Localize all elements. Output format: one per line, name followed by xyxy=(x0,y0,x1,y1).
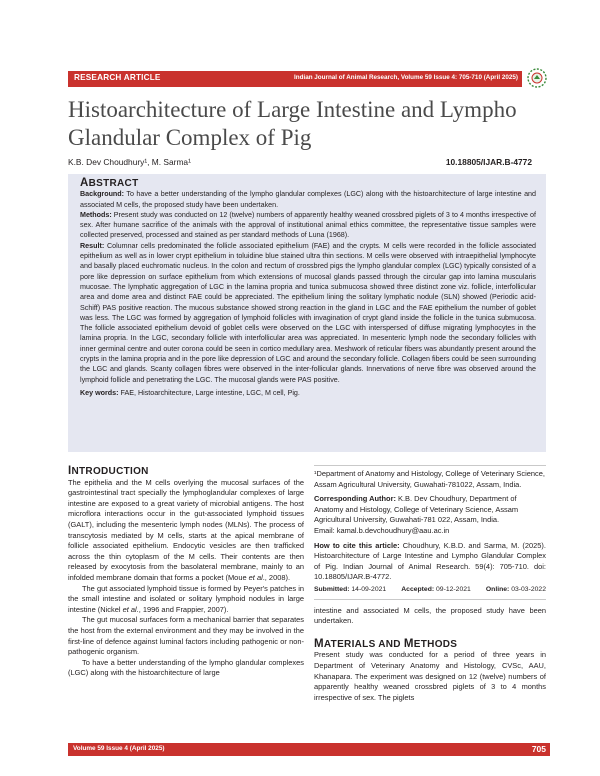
abstract-result: Result: Columnar cells predominated the follicle associated epithelium (FAE) and the crypts. M cells were recorded in the follicle associated epithelium as well as in lower crypt epithelium in toluidine blue stained ultra thin sections. M cells were observed with intraepithelial lymphocyte and basally placed euchromatic nucleus. In the colon and rectum of crossbred pigs the lympho glandular complex (LGC) typically consisted of a pore like depression on surface epithelium from which extensions of mucosal glands passed through the circular gap into lamina muscularis mucosae. The lymphatic aggregation of LGC in the lamina propria and tunica submucosa showed three distinct zone viz. follicle, interfollicular area and dome area and distinct FAE could be appreciated. The epithelium lining the solitary lymphatic nodule (SLN) showed (Periodic acid-Schiff) PAS positive reaction. The mucous substance showed strong reaction in the gland in LGC and the FAE epithelium the number of goblet was less. The LGC was formed by aggregation of lymphoid follicles with invagination of crypt gland inside the follicle in the tunica submucosa. The follicle associated epithelium devoid of goblet cells were observed on the LGC with interspersed of diffuse migrating lymphocytes in the lamina propria. In the LGC, secondary follicle with interfollicular area was appreciated. In mesenteric lymph node the secondary follicles with inner germinal centre and outer corona could be seen in cortico medullary area. Meshwork of reticular fibers was abundantly present around the crypts in the lamina propria and in the pore like depression of LGC and around the secondary follicle. Collagen fibers could be seen surrounding the LGC and glands. Scanty collagen fibres were observed in the inter-follicular glands. Innervations of nerve fibre was observed around the lymphoid follicle and penetrating the LGC. The mucosal glands were PAS positive. xyxy=(80,241,537,384)
intro-paragraph-4: To have a better understanding of the lympho glandular complexes (LGC) along with the histoarchitecture of large xyxy=(68,657,304,678)
right-column xyxy=(314,465,546,703)
journal-logo-icon xyxy=(525,66,549,90)
methods-heading: MATERIALS AND METHODS xyxy=(314,637,458,650)
introduction-heading: INTRODUCTION xyxy=(68,465,149,477)
intro-paragraph-2: The gut associated lymphoid tissue is formed by Peyer's patches in the small intestine and isolated or solitary lymphoid nodules in large intestine (Nickel et al., 1996 and Frappier, 2007). xyxy=(68,583,304,614)
page-footer xyxy=(68,743,550,756)
intro-paragraph-3: The gut mucosal surfaces form a mechanical barrier that separates the host from the external environment and they may be involved in the first-line of defence against luminal factors including pathogenic or non-pathogenic organism. xyxy=(68,615,304,657)
article-dates xyxy=(314,585,546,596)
doi[interactable]: 10.18805/IJAR.B-4772 xyxy=(445,157,532,167)
authors: K.B. Dev Choudhury¹, M. Sarma¹ xyxy=(68,157,191,167)
accepted-date: Accepted: 09-12-2021 xyxy=(401,585,471,593)
article-type: RESEARCH ARTICLE xyxy=(74,73,161,82)
page-number: 705 xyxy=(531,744,546,754)
journal-header-bar xyxy=(68,71,522,87)
article-title: Histoarchitecture of Large Intestine and Lympho Glandular Complex of Pig xyxy=(68,97,517,150)
online-date: Online: 03-03-2022 xyxy=(485,585,546,593)
affiliation: ¹Department of Anatomy and Histology, College of Veterinary Science, Assam Agricultural University, Guwahati-781022, Assam, India. xyxy=(314,469,545,489)
column-divider-2 xyxy=(314,599,546,600)
abstract-keywords: Key words: FAE, Histoarchitecture, Large intestine, LGC, M cell, Pig. xyxy=(80,388,300,397)
journal-reference: Indian Journal of Animal Research, Volume 59 Issue 4: 705-710 (April 2025) xyxy=(294,74,518,81)
how-to-cite: How to cite this article: Choudhury, K.B.D. and Sarma, M. (2025). Histoarchitecture of Large Intestine and Lympho Glandular Complex of Pig. Indian Journal of Animal Research. 59(4): 705-710. doi: 10.18805/IJAR.B-4772. xyxy=(314,540,546,582)
column-divider xyxy=(314,465,546,466)
footer-volume: Volume 59 Issue 4 (April 2025) xyxy=(73,745,165,752)
submitted-date: Submitted: 14-09-2021 xyxy=(314,585,387,593)
abstract-methods: Methods: Present study was conducted on 12 (twelve) numbers of apparently healthy weaned crossbred piglets of 3 to 4 months irrespective of sex. After humane sacrifice of the animals with the approval of institutional animal ethics committee, the representative tissue samples were collected preserved, processed and stained as per standard methods of Luna (1968). xyxy=(80,210,537,240)
corresponding-author: Corresponding Author: K.B. Dev Choudhury, Department of Anatomy and Histology, College of Veterinary Science, Assam Agricultural University, Guwahati-781 022, Assam, India. xyxy=(314,494,519,525)
intro-paragraph-1: The epithelia and the M cells overlying the mucosal surfaces of the gastrointestinal tract specially the lymphoglandular complexes of large intestine are exposed to a great variety of microbial antigens. The host microflora interactions occur in the gut-associated lymphoid tissues (GALT), including the mesenteric lymph nodes (MLNs). The process of transcytosis mediated by M cells, starts at the apical membrane of follicle associated epithelium. Endocytic vesicles are then trafficked across the thin cytoplasm of the M cells. Their contents are then released by exocytosis from the basolateral membrane, mainly to an infolded membrane domain that forms a pocket (Moue et al., 2008). xyxy=(68,477,304,582)
methods-paragraph: Present study was conducted for a period of three years in Department of Veterinary Anatomy and Histology, CVSc, AAU, Khanapara. The experiment was designed on 12 (twelve) numbers of apparently healthy weaned crossbred piglets of 3 to 4 months irrespective of sex. The piglets xyxy=(314,650,546,702)
abstract-background: Background: To have a better understanding of the lympho glandular complexes (LGC) along with the histoarchitecture of large intestine and associated M cells, the proposed study have been undertaken. xyxy=(80,190,536,209)
abstract-box xyxy=(68,174,546,452)
abstract-heading: ABSTRACT xyxy=(80,177,139,189)
corresponding-email[interactable]: Email: kamal.b.devchoudhury@aau.ac.in xyxy=(314,525,450,535)
intro-continued: intestine and associated M cells, the proposed study have been undertaken. xyxy=(314,605,546,626)
left-column xyxy=(68,466,304,679)
